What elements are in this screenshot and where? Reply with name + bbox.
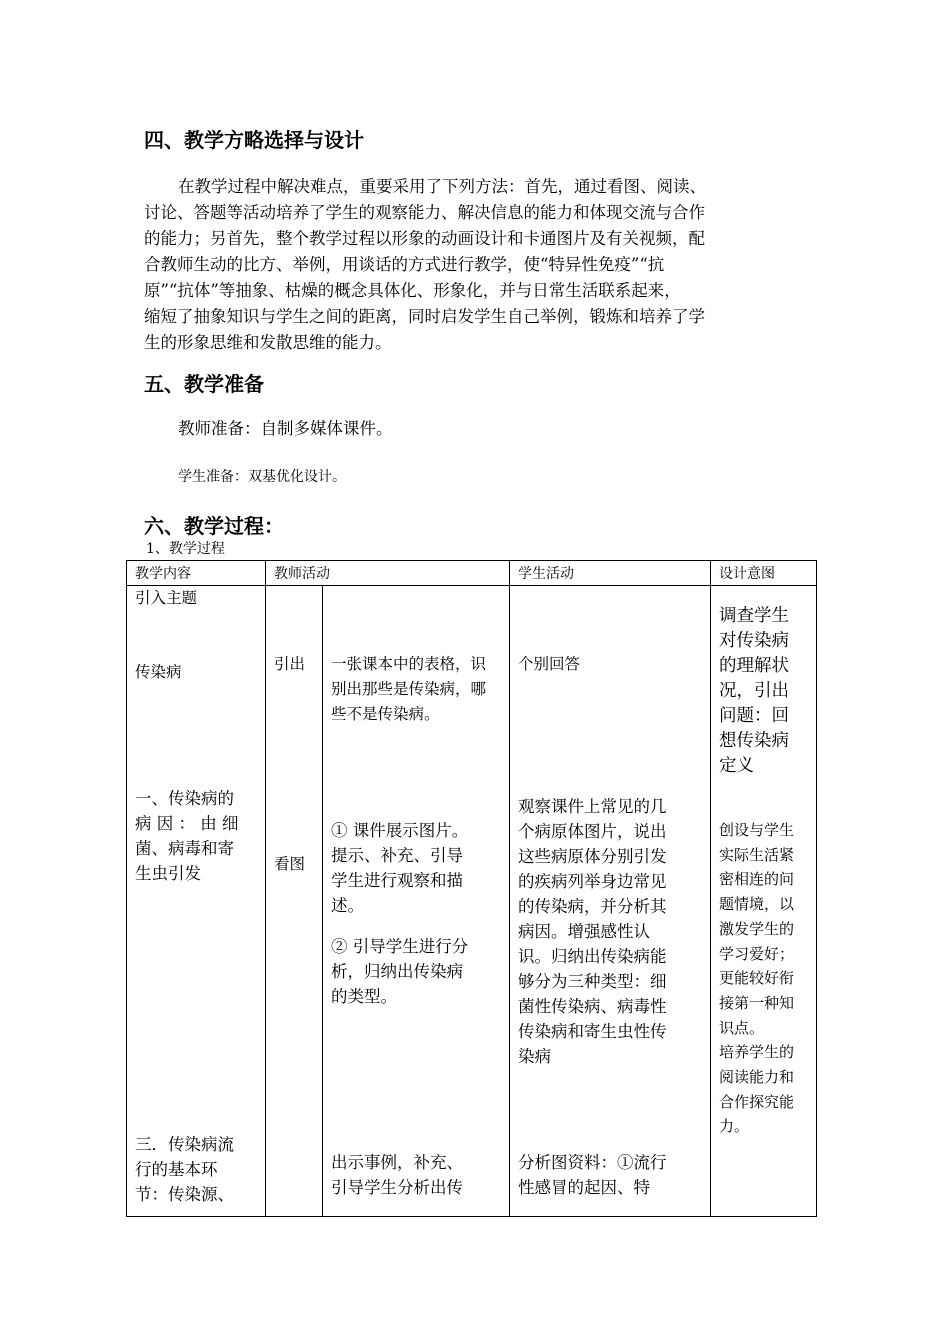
para-line: 讨论、答题等活动培养了学生的观察能力、解决信息的能力和体现交流与合作: [144, 203, 705, 222]
para-line: 的能力；另首先，整个教学过程以形象的动画设计和卡通图片及有关视频，配: [144, 229, 705, 248]
teacher-step1-line: 学生进行观察和描: [331, 871, 463, 890]
section-6-title: 六、教学过程：: [144, 514, 284, 538]
intent-intro-text: [719, 604, 808, 779]
spread-text: [135, 1132, 257, 1207]
teacher-step2-line: 的类型。: [331, 987, 397, 1006]
intent-create-line: 接第一种知: [719, 993, 795, 1012]
teacher-method-cell: [266, 586, 323, 1217]
intent-create-text: [719, 818, 808, 1139]
student-analyze-text: [518, 1150, 702, 1200]
teacher-step1-line: 述。: [331, 896, 364, 915]
intent-intro-line: 况，引出: [719, 681, 789, 701]
intent-create-line: 学习爱好；: [719, 944, 795, 963]
intent-intro-line: 想传染病: [719, 731, 789, 751]
disease-label: 传染病: [135, 663, 182, 681]
student-intro: 个别回答: [518, 655, 581, 673]
student-analyze-line: 性感冒的起因、特: [518, 1178, 650, 1197]
design-intent-cell: [711, 586, 817, 1217]
intent-create-line: 激发学生的: [719, 919, 795, 938]
intent-intro-line: 定义: [719, 756, 754, 776]
student-observe-line: 菌性传染病、病毒性: [518, 997, 667, 1016]
teacher-intro-line: 些不是传染病。: [331, 705, 440, 723]
section-4-paragraph: [144, 174, 806, 356]
teacher-activity-cell: [323, 586, 510, 1217]
intent-intro-line: 调查学生: [719, 606, 789, 626]
intro-topic: 引入主题: [135, 589, 198, 607]
intent-create-line: 创设与学生: [719, 821, 795, 839]
cause-text: [135, 786, 257, 886]
header-student: 学生活动: [510, 561, 711, 586]
teacher-step2-text: [331, 934, 501, 1009]
intent-create-line: 识点。: [719, 1018, 765, 1037]
teacher-step1-line: 提示、补充、引导: [331, 846, 463, 865]
student-observe-line: 病因。增强感性认: [518, 922, 650, 941]
intent-intro-line: 对传染病: [719, 631, 789, 651]
teacher-intro-line: 一张课本中的表格，识: [331, 655, 487, 673]
teacher-step3-line: 引导学生分析出传: [331, 1178, 463, 1197]
student-analyze-line: 分析图资料：①流行: [518, 1153, 667, 1172]
content-cell: [127, 586, 266, 1217]
para-line: 生的形象思维和发散思维的能力。: [144, 333, 392, 352]
header-intent: 设计意图: [711, 561, 817, 586]
intent-intro-line: 的理解状: [719, 656, 789, 676]
intent-create-line: 题情境，以: [719, 895, 795, 914]
section-5-title: 五、教学准备: [144, 372, 264, 396]
teaching-process-table: [126, 560, 817, 1217]
student-observe-line: 个病原体图片，说出: [518, 822, 667, 841]
teacher-step2-line: ② 引导学生进行分: [331, 937, 469, 956]
teacher-step3-text: [331, 1150, 501, 1200]
header-content: 教学内容: [127, 561, 266, 586]
intent-create-line: 力。: [719, 1117, 750, 1136]
student-observe-line: 够分为三种类型：细: [518, 972, 667, 991]
para-line: 在教学过程中解决难点，重要采用了下列方法：首先，通过看图、阅读、: [178, 177, 706, 196]
student-prep: 学生准备：双基优化设计。: [178, 469, 346, 485]
student-observe-line: 传染病和寄生虫性传: [518, 1022, 667, 1041]
cause-line: 一、传染病的: [135, 789, 234, 808]
teacher-step1-text: [331, 818, 501, 918]
intent-create-line: 阅读能力和: [719, 1068, 795, 1087]
cause-line: 生虫引发: [135, 864, 201, 883]
spread-line: 三．传染病流: [135, 1135, 234, 1154]
intent-create-line: 合作探究能: [719, 1092, 795, 1111]
intent-create-line: 密相连的问: [719, 870, 795, 889]
student-activity-cell: [510, 586, 711, 1217]
teacher-step3-line: 出示事例，补充、: [331, 1153, 463, 1172]
student-observe-text: [518, 794, 702, 1069]
student-observe-line: 观察课件上常见的几: [518, 797, 667, 816]
section-4-title: 四、教学方略选择与设计: [144, 128, 364, 152]
header-teacher: 教师活动: [266, 561, 510, 586]
para-line: 合教师生动的比方、举例，用谈话的方式进行教学，使“特异性免疫”“抗: [144, 255, 665, 274]
teacher-step2-line: 析，归纳出传染病: [331, 962, 463, 981]
student-observe-line: 的疾病列举身边常见: [518, 872, 667, 891]
method-intro: 引出: [274, 655, 306, 673]
intent-create-line: 实际生活紧: [719, 845, 795, 864]
para-line: 原”“抗体”等抽象、枯燥的概念具体化、形象化，并与日常生活联系起来，: [144, 281, 681, 300]
para-line: 缩短了抽象知识与学生之间的距离，同时启发学生自己举例，锻炼和培养了学: [144, 307, 705, 326]
spread-line: 节：传染源、: [135, 1185, 234, 1204]
teacher-step1-line: ① 课件展示图片。: [331, 821, 469, 840]
teacher-intro-text: [331, 652, 501, 727]
student-observe-line: 识。归纳出传染病能: [518, 947, 667, 966]
teacher-prep: 教师准备：自制多媒体课件。: [178, 419, 393, 438]
intent-create-line: 更能较好衔: [719, 969, 795, 988]
teacher-intro-line: 别出那些是传染病，哪: [331, 680, 487, 698]
student-observe-line: 的传染病，并分析其: [518, 897, 667, 916]
section-6-subtitle: 1、教学过程: [146, 541, 225, 557]
cause-line: 病 因 ： 由 细: [135, 814, 239, 833]
method-look: 看图: [274, 855, 306, 873]
student-observe-line: 染病: [518, 1047, 551, 1066]
intent-intro-line: 问题：回: [719, 706, 789, 726]
intent-create-line: 培养学生的: [719, 1043, 795, 1062]
spread-line: 行的基本环: [135, 1160, 218, 1179]
student-observe-line: 这些病原体分别引发: [518, 847, 667, 866]
cause-line: 菌、病毒和寄: [135, 839, 234, 858]
